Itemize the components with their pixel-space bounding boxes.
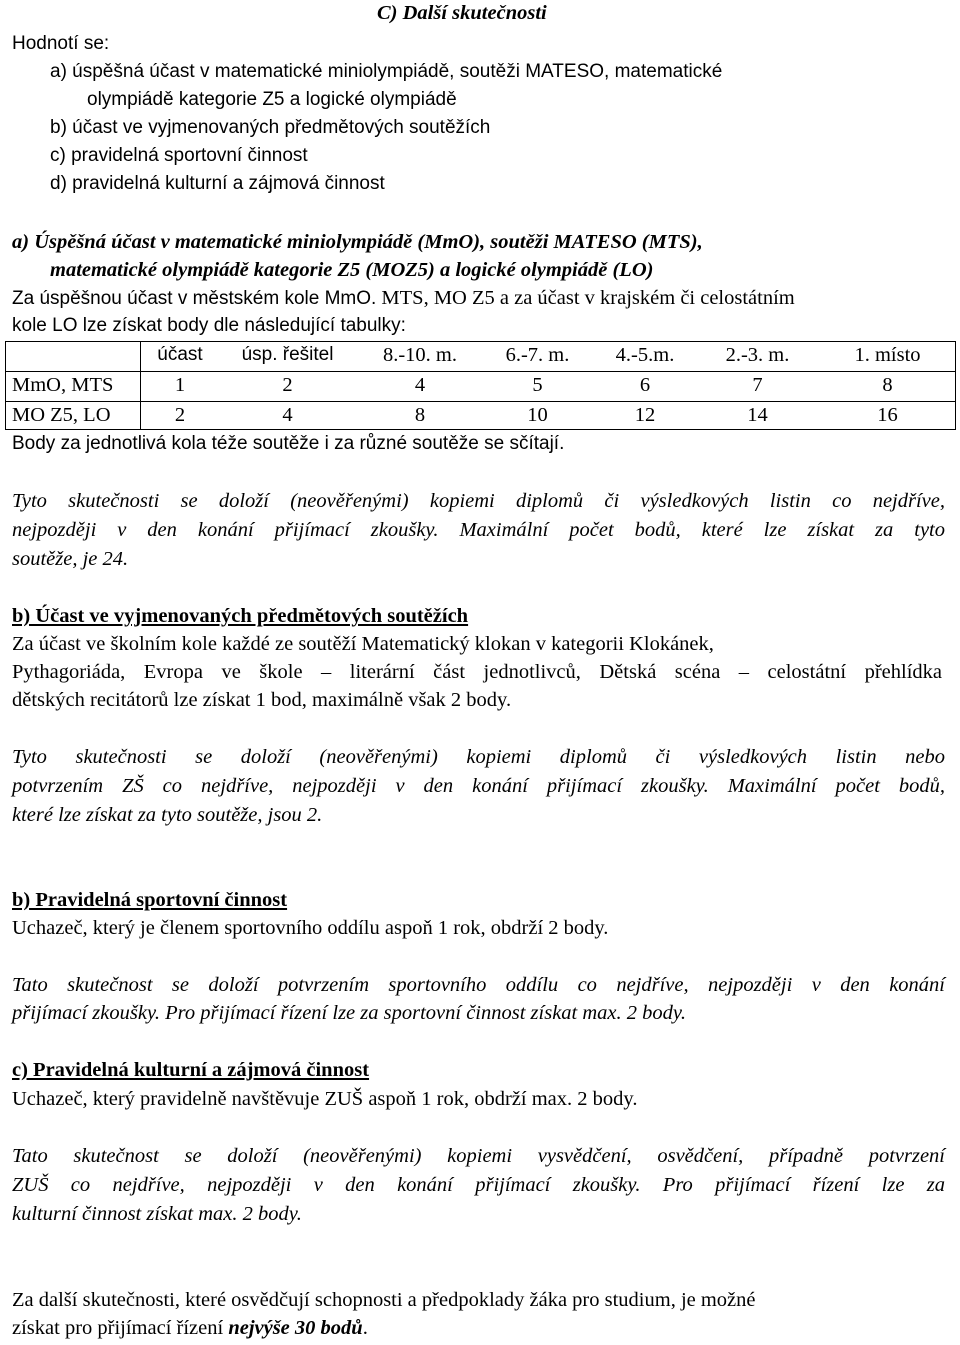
column-header: 2.-3. m.	[725, 344, 790, 366]
section-sport-paragraph: Uchazeč, který je členem sportovního oddílu aspoň 1 rok, obdrží 2 body.	[12, 917, 609, 939]
closing-line: Za další skutečnosti, které osvědčují schopnosti a předpoklady žáka pro studium, je možné	[12, 1289, 756, 1311]
section-a-heading: a) Úspěšná účast v matematické miniolympiádě (MmO), soutěži MATESO (MTS),	[12, 231, 703, 253]
table-cell: 14	[747, 404, 768, 426]
section-b-proof: Tyto skutečnosti se doloží (neověřenými) kopiemi diplomů či výsledkových listin nebo	[12, 746, 945, 768]
row-label: MO Z5, LO	[12, 404, 111, 426]
intro-lead: Hodnotí se:	[12, 33, 110, 54]
column-header: 6.-7. m.	[505, 344, 570, 366]
column-header: 1. místo	[854, 344, 921, 366]
list-item: d) pravidelná kulturní a zájmová činnost	[50, 173, 385, 194]
table-cell: 4	[414, 374, 426, 396]
table-cell: 6	[639, 374, 651, 396]
table-cell: 7	[752, 374, 763, 396]
column-header: 8.-10. m.	[382, 344, 458, 366]
table-cell: 8	[882, 374, 893, 396]
section-a-proof: Tyto skutečnosti se doloží (neověřenými) kopiemi diplomů či výsledkových listin co nejdříve,	[12, 490, 945, 512]
section-a-proof: soutěže, je 24.	[12, 548, 129, 570]
section-sport-proof: přijímací zkoušky. Pro přijímací řízení lze za sportovní činnost získat max. 2 body.	[12, 1002, 686, 1024]
section-c-proof: Tato skutečnost se doloží (neověřenými) kopiemi vysvědčení, osvědčení, případně potvrzení	[12, 1145, 945, 1167]
column-header: účast	[157, 344, 203, 365]
section-a-proof: nejpozději v den konání přijímací zkoušky. Maximální počet bodů, které lze získat za tyto	[12, 519, 945, 541]
list-item: a) úspěšná účast v matematické miniolympiádě, soutěži MATESO, matematické	[50, 61, 723, 82]
section-c-paragraph: Uchazeč, který pravidelně navštěvuje ZUŠ aspoň 1 rok, obdrží max. 2 body.	[12, 1088, 638, 1110]
list-item: b) účast ve vyjmenovaných předmětových soutěžích	[50, 117, 491, 138]
closing-line: získat pro přijímací řízení nejvýše 30 bodů.	[12, 1317, 368, 1339]
section-b-heading: b) Účast ve vyjmenovaných předmětových soutěžích	[12, 605, 469, 627]
column-header: 4.-5.m.	[615, 344, 675, 366]
table-cell: 12	[634, 404, 656, 426]
list-item: c) pravidelná sportovní činnost	[50, 145, 308, 166]
table-cell: 1	[174, 374, 186, 396]
section-sport-heading: b) Pravidelná sportovní činnost	[12, 889, 288, 911]
table-cell: 8	[414, 404, 426, 426]
page-title: C) Další skutečnosti	[377, 2, 547, 24]
section-c-proof: kulturní činnost získat max. 2 body.	[12, 1203, 302, 1225]
section-b-proof: které lze získat za tyto soutěže, jsou 2.	[12, 804, 323, 826]
table-cell: 16	[877, 404, 898, 426]
points-limit: nejvýše 30 bodů	[228, 1317, 363, 1339]
table-cell: 2	[174, 404, 186, 426]
list-item: olympiádě kategorie Z5 a logické olympiádě	[87, 89, 457, 110]
column-header: úsp. řešitel	[241, 344, 334, 365]
section-a-heading: matematické olympiádě kategorie Z5 (MOZ5) a logické olympiádě (LO)	[50, 259, 654, 281]
section-a-paragraph: kole LO lze získat body dle následující tabulky:	[12, 315, 406, 336]
table-cell: 10	[527, 404, 548, 426]
section-a-paragraph: Za úspěšnou účast v městském kole MmO. MTS, MO Z5 a za účast v krajském či celostátním	[12, 287, 795, 309]
section-b-paragraph: Pythagoriáda, Evropa ve škole – literární část jednotlivců, Dětská scéna – celostátní přehlídka	[12, 661, 942, 683]
section-c-proof: ZUŠ co nejdříve, nejpozději v den konání přijímací zkoušky. Pro přijímací řízení lze za	[12, 1174, 945, 1196]
table-cell: 4	[282, 404, 293, 426]
table-note: Body za jednotlivá kola téže soutěže i za různé soutěže se sčítají.	[12, 433, 565, 454]
table-cell: 2	[282, 374, 293, 396]
section-b-proof: potvrzením ZŠ co nejdříve, nejpozději v den konání přijímací zkoušky. Maximální počet bodů,	[12, 775, 945, 797]
section-sport-proof: Tato skutečnost se doloží potvrzením sportovního oddílu co nejdříve, nejpozději v den konání	[12, 974, 945, 996]
section-b-paragraph: Za účast ve školním kole každé ze soutěží Matematický klokan v kategorii Klokánek,	[12, 633, 714, 655]
section-b-paragraph: dětských recitátorů lze získat 1 bod, maximálně však 2 body.	[12, 689, 512, 711]
row-label: MmO, MTS	[12, 374, 114, 396]
section-c-heading: c) Pravidelná kulturní a zájmová činnost	[12, 1059, 370, 1081]
table-cell: 5	[532, 374, 543, 396]
